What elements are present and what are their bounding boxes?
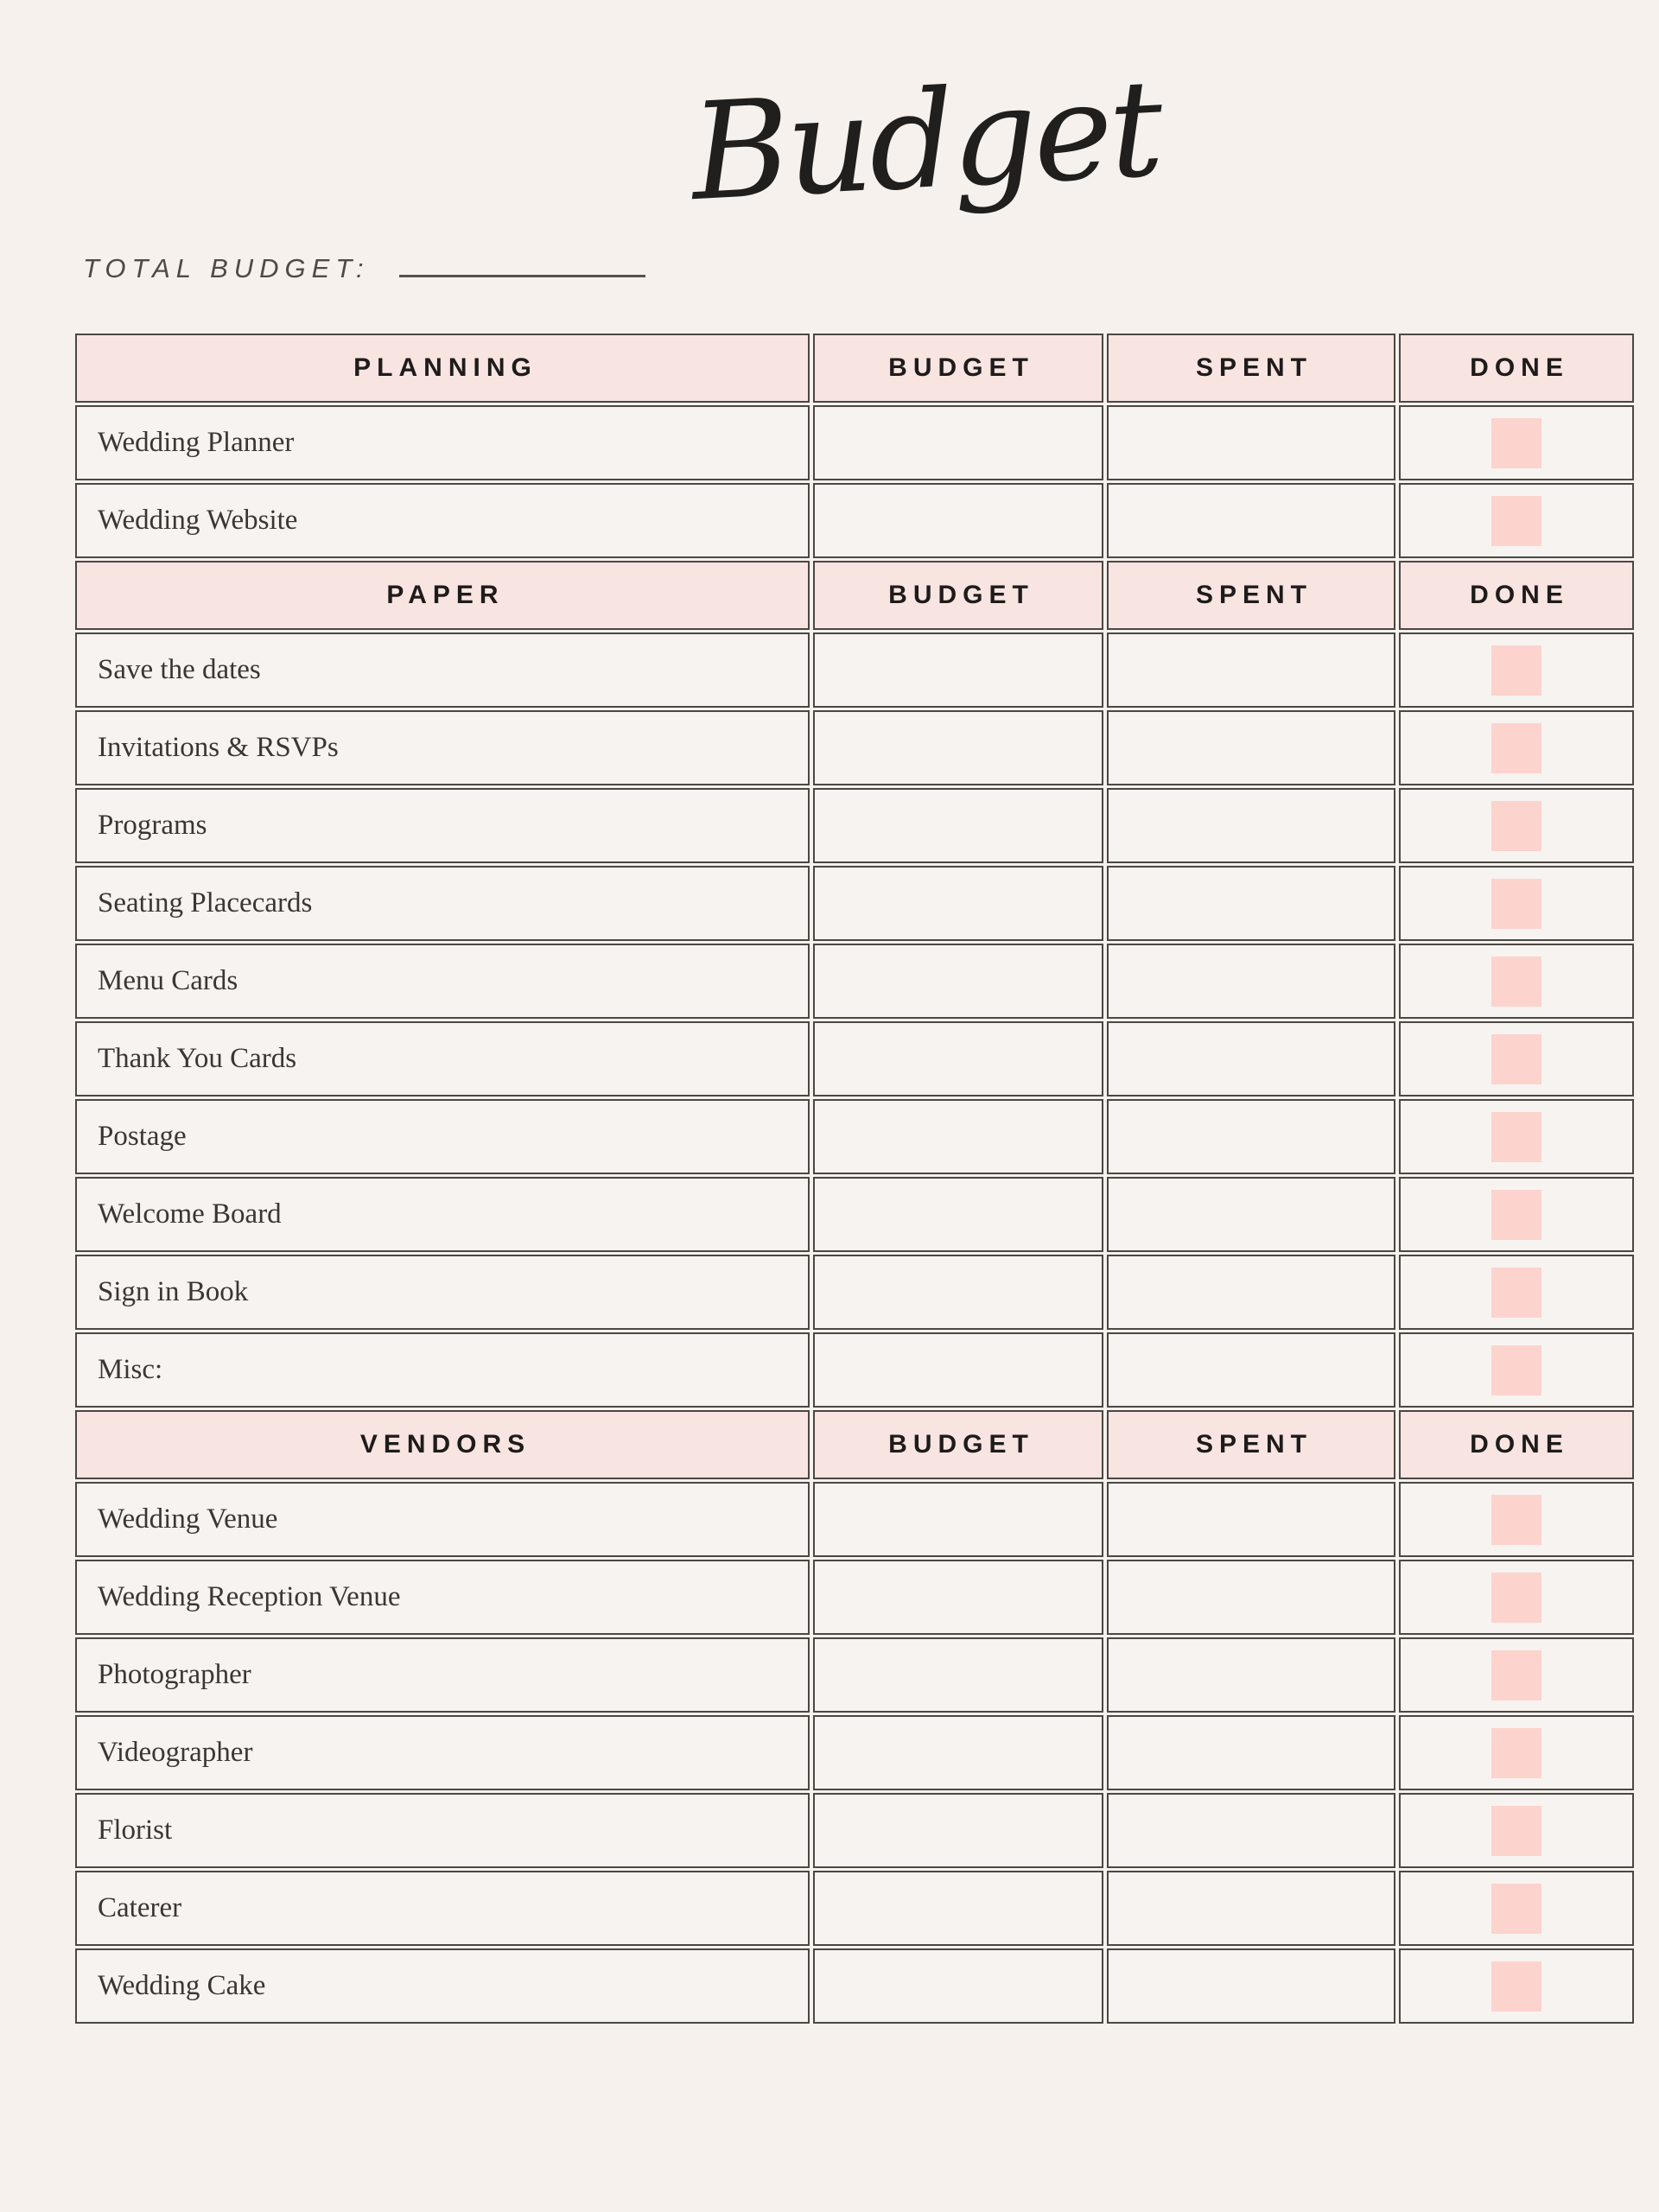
table-row xyxy=(75,1255,1634,1330)
done-cell xyxy=(1399,1099,1634,1174)
item-label: Wedding Website xyxy=(75,483,810,558)
table-row xyxy=(75,1021,1634,1096)
spent-cell[interactable] xyxy=(1107,788,1395,863)
table-row xyxy=(75,1715,1634,1790)
item-label: Seating Placecards xyxy=(75,866,810,941)
item-label: Welcome Board xyxy=(75,1177,810,1252)
column-header-done: DONE xyxy=(1399,561,1634,630)
table-row xyxy=(75,1099,1634,1174)
table-row xyxy=(75,1948,1634,2024)
total-budget-input-line[interactable] xyxy=(399,249,645,277)
spent-cell[interactable] xyxy=(1107,944,1395,1019)
column-header-done: DONE xyxy=(1399,1410,1634,1479)
budget-cell[interactable] xyxy=(813,1871,1103,1946)
item-label: Save the dates xyxy=(75,632,810,708)
column-header-budget: BUDGET xyxy=(813,1410,1103,1479)
item-label: Videographer xyxy=(75,1715,810,1790)
table-row xyxy=(75,1482,1634,1557)
done-checkbox[interactable] xyxy=(1491,1806,1541,1856)
budget-cell[interactable] xyxy=(813,1793,1103,1868)
table-row xyxy=(75,1793,1634,1868)
budget-cell[interactable] xyxy=(813,1948,1103,2024)
done-checkbox[interactable] xyxy=(1491,1650,1541,1700)
item-label: Misc: xyxy=(75,1332,810,1408)
budget-cell[interactable] xyxy=(813,405,1103,480)
table-row xyxy=(75,866,1634,941)
section-header-row-planning xyxy=(75,334,1634,403)
spent-cell[interactable] xyxy=(1107,632,1395,708)
done-cell xyxy=(1399,405,1634,480)
done-checkbox[interactable] xyxy=(1491,1190,1541,1240)
done-checkbox[interactable] xyxy=(1491,496,1541,546)
done-checkbox[interactable] xyxy=(1491,1345,1541,1395)
column-header-done: DONE xyxy=(1399,334,1634,403)
spent-cell[interactable] xyxy=(1107,1948,1395,2024)
done-cell xyxy=(1399,1482,1634,1557)
spent-cell[interactable] xyxy=(1107,866,1395,941)
item-label: Photographer xyxy=(75,1637,810,1713)
section-title-planning: PLANNING xyxy=(75,334,810,403)
item-label: Thank You Cards xyxy=(75,1021,810,1096)
item-label: Programs xyxy=(75,788,810,863)
done-cell xyxy=(1399,1560,1634,1635)
done-cell xyxy=(1399,866,1634,941)
table-row xyxy=(75,1332,1634,1408)
done-cell xyxy=(1399,1948,1634,2024)
item-label: Postage xyxy=(75,1099,810,1174)
table-row xyxy=(75,483,1634,558)
table-row xyxy=(75,1177,1634,1252)
done-cell xyxy=(1399,1021,1634,1096)
done-checkbox[interactable] xyxy=(1491,1728,1541,1778)
section-header-row-vendors xyxy=(75,1410,1634,1479)
budget-cell[interactable] xyxy=(813,1021,1103,1096)
section-header-row-paper xyxy=(75,561,1634,630)
section-title-paper: PAPER xyxy=(75,561,810,630)
done-checkbox[interactable] xyxy=(1491,1268,1541,1318)
done-cell xyxy=(1399,1637,1634,1713)
budget-cell[interactable] xyxy=(813,866,1103,941)
done-checkbox[interactable] xyxy=(1491,879,1541,929)
done-cell xyxy=(1399,1332,1634,1408)
done-cell xyxy=(1399,788,1634,863)
done-checkbox[interactable] xyxy=(1491,1961,1541,2012)
spent-cell[interactable] xyxy=(1107,1871,1395,1946)
done-cell xyxy=(1399,1793,1634,1868)
spent-cell[interactable] xyxy=(1107,1482,1395,1557)
column-header-spent: SPENT xyxy=(1107,561,1395,630)
done-cell xyxy=(1399,632,1634,708)
section-title-vendors: VENDORS xyxy=(75,1410,810,1479)
item-label: Sign in Book xyxy=(75,1255,810,1330)
budget-cell[interactable] xyxy=(813,632,1103,708)
spent-cell[interactable] xyxy=(1107,1099,1395,1174)
budget-table xyxy=(72,331,1637,2026)
table-row xyxy=(75,1871,1634,1946)
budget-cell[interactable] xyxy=(813,1099,1103,1174)
budget-cell[interactable] xyxy=(813,1560,1103,1635)
table-row xyxy=(75,944,1634,1019)
item-label: Wedding Venue xyxy=(75,1482,810,1557)
item-label: Caterer xyxy=(75,1871,810,1946)
done-checkbox[interactable] xyxy=(1491,645,1541,696)
spent-cell[interactable] xyxy=(1107,1255,1395,1330)
budget-cell[interactable] xyxy=(813,1177,1103,1252)
spent-cell[interactable] xyxy=(1107,1332,1395,1408)
item-label: Wedding Cake xyxy=(75,1948,810,2024)
done-cell xyxy=(1399,483,1634,558)
budget-cell[interactable] xyxy=(813,710,1103,785)
total-budget-label: TOTAL BUDGET: xyxy=(83,253,370,283)
table-row xyxy=(75,405,1634,480)
table-row xyxy=(75,1637,1634,1713)
item-label: Wedding Planner xyxy=(75,405,810,480)
budget-cell[interactable] xyxy=(813,1482,1103,1557)
done-cell xyxy=(1399,1177,1634,1252)
budget-cell[interactable] xyxy=(813,788,1103,863)
page-title: Budget xyxy=(687,49,1164,232)
done-cell xyxy=(1399,1871,1634,1946)
table-row xyxy=(75,632,1634,708)
done-cell xyxy=(1399,944,1634,1019)
spent-cell[interactable] xyxy=(1107,405,1395,480)
done-checkbox[interactable] xyxy=(1491,723,1541,773)
done-checkbox[interactable] xyxy=(1491,1884,1541,1934)
column-header-spent: SPENT xyxy=(1107,1410,1395,1479)
spent-cell[interactable] xyxy=(1107,1715,1395,1790)
budget-cell[interactable] xyxy=(813,944,1103,1019)
column-header-budget: BUDGET xyxy=(813,561,1103,630)
budget-cell[interactable] xyxy=(813,1637,1103,1713)
item-label: Menu Cards xyxy=(75,944,810,1019)
done-cell xyxy=(1399,1255,1634,1330)
done-checkbox[interactable] xyxy=(1491,1495,1541,1545)
done-cell xyxy=(1399,1715,1634,1790)
budget-cell[interactable] xyxy=(813,1715,1103,1790)
done-checkbox[interactable] xyxy=(1491,418,1541,468)
spent-cell[interactable] xyxy=(1107,1560,1395,1635)
spent-cell[interactable] xyxy=(1107,1793,1395,1868)
item-label: Invitations & RSVPs xyxy=(75,710,810,785)
column-header-budget: BUDGET xyxy=(813,334,1103,403)
spent-cell[interactable] xyxy=(1107,1177,1395,1252)
item-label: Florist xyxy=(75,1793,810,1868)
table-row xyxy=(75,710,1634,785)
budget-cell[interactable] xyxy=(813,1255,1103,1330)
table-row xyxy=(75,1560,1634,1635)
done-checkbox[interactable] xyxy=(1491,957,1541,1007)
spent-cell[interactable] xyxy=(1107,1637,1395,1713)
spent-cell[interactable] xyxy=(1107,1021,1395,1096)
done-checkbox[interactable] xyxy=(1491,1034,1541,1084)
done-checkbox[interactable] xyxy=(1491,1573,1541,1623)
total-budget-row xyxy=(83,249,645,284)
table-row xyxy=(75,788,1634,863)
spent-cell[interactable] xyxy=(1107,483,1395,558)
done-checkbox[interactable] xyxy=(1491,1112,1541,1162)
item-label: Wedding Reception Venue xyxy=(75,1560,810,1635)
budget-cell[interactable] xyxy=(813,1332,1103,1408)
column-header-spent: SPENT xyxy=(1107,334,1395,403)
done-cell xyxy=(1399,710,1634,785)
budget-cell[interactable] xyxy=(813,483,1103,558)
done-checkbox[interactable] xyxy=(1491,801,1541,851)
spent-cell[interactable] xyxy=(1107,710,1395,785)
